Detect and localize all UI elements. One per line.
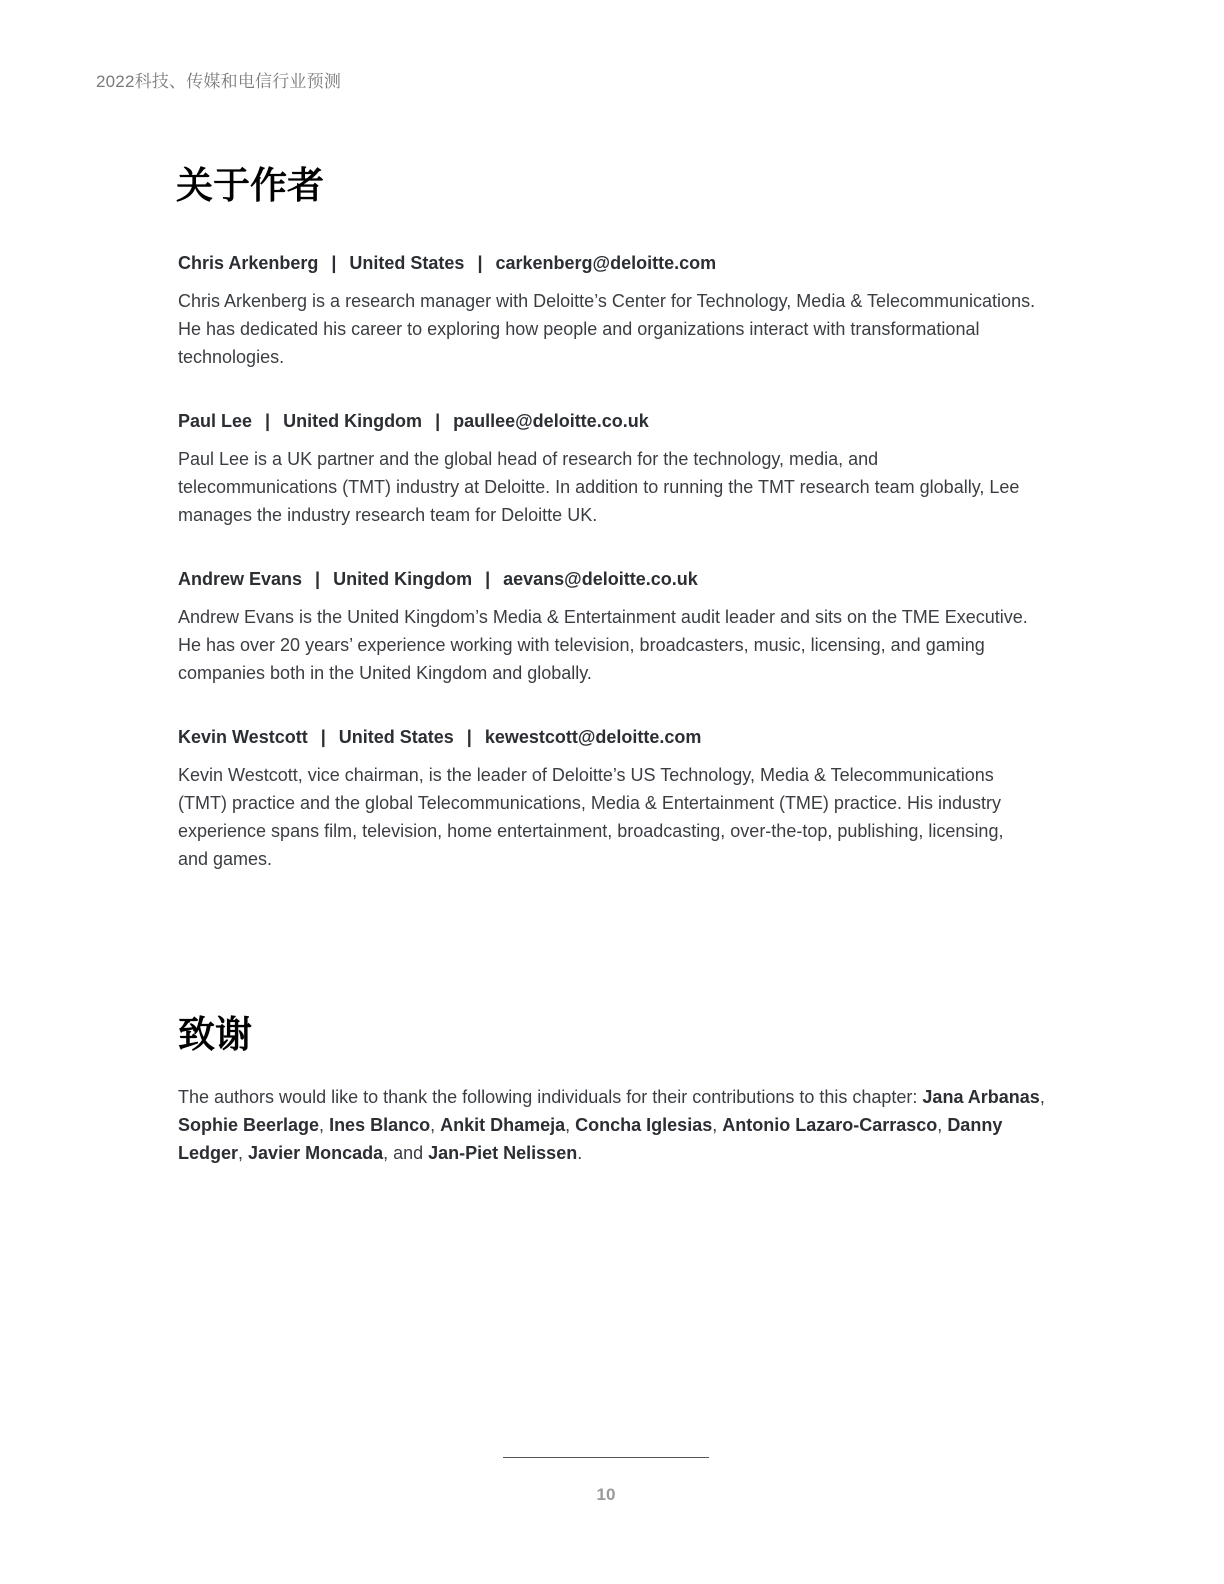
acknowledgments-intro: The authors would like to thank the following individuals for their contributions to this chapter: (178, 1087, 923, 1107)
author-bio: Paul Lee is a UK partner and the global head of research for the technology, media, and telecommunications (TMT) industry at Deloitte. In addition to running the TMT research team globally, Lee manages the industry research team for Deloitte UK. (178, 449, 1020, 525)
author-country: United Kingdom (283, 411, 423, 431)
author-entry (178, 567, 1038, 687)
contributor-name: Ines Blanco (329, 1115, 431, 1135)
comma: , (430, 1115, 441, 1135)
comma: , (565, 1115, 576, 1135)
separator: | (331, 253, 337, 273)
separator: | (435, 411, 441, 431)
contributor-name: Jana Arbanas (922, 1087, 1040, 1107)
separator: | (320, 727, 326, 747)
author-email[interactable]: kewestcott@deloitte.com (484, 727, 702, 747)
author-name: Kevin Westcott (178, 727, 308, 747)
author-heading (178, 567, 1038, 591)
comma: , (319, 1115, 330, 1135)
comma: , (1039, 1087, 1045, 1107)
separator: | (477, 253, 483, 273)
contributor-name: Danny Ledger (178, 1115, 1003, 1163)
author-entry (178, 409, 1038, 529)
author-heading (178, 725, 1038, 749)
acknowledgments-paragraph (178, 1083, 1048, 1167)
contributor-name: Javier Moncada (248, 1143, 384, 1163)
contributor-name: Sophie Beerlage (178, 1115, 320, 1135)
contributor-name: Antonio Lazaro-Carrasco (722, 1115, 938, 1135)
comma: , (238, 1143, 249, 1163)
period: . (577, 1143, 583, 1163)
conjunction: , and (383, 1143, 429, 1163)
comma: , (712, 1115, 723, 1135)
comma: , (937, 1115, 948, 1135)
author-country: United States (349, 253, 465, 273)
author-country: United States (338, 727, 454, 747)
separator: | (315, 569, 321, 589)
author-name: Andrew Evans (178, 569, 303, 589)
author-email[interactable]: carkenberg@deloitte.com (495, 253, 717, 273)
author-name: Chris Arkenberg (178, 253, 319, 273)
contributor-name: Ankit Dhameja (440, 1115, 566, 1135)
author-heading (178, 251, 1038, 275)
page-number: 10 (596, 1485, 616, 1504)
author-bio: Andrew Evans is the United Kingdom’s Media & Entertainment audit leader and sits on the TME Executive. He has over 20 years’ experience working with television, broadcasters, music, licensing, and gaming companies both in the United Kingdom and globally. (178, 607, 1028, 683)
author-entry (178, 725, 1038, 873)
author-country: United Kingdom (333, 569, 473, 589)
acknowledgments-title: 致谢 (178, 1013, 252, 1056)
author-entry (178, 251, 1038, 371)
author-name: Paul Lee (178, 411, 253, 431)
contributor-name: Jan-Piet Nelissen (428, 1143, 578, 1163)
about-authors-title: 关于作者 (176, 164, 324, 207)
author-heading (178, 409, 1038, 433)
contributor-name: Concha Iglesias (575, 1115, 713, 1135)
author-bio: Chris Arkenberg is a research manager with Deloitte’s Center for Technology, Media & Telecommunications. He has dedicated his career to exploring how people and organizations interact with transformational technologies. (178, 291, 1036, 367)
separator: | (466, 727, 472, 747)
separator: | (485, 569, 491, 589)
author-email[interactable]: paullee@deloitte.co.uk (453, 411, 649, 431)
author-email[interactable]: aevans@deloitte.co.uk (503, 569, 698, 589)
footer-divider (503, 1457, 709, 1458)
running-header: 2022科技、传媒和电信行业预测 (96, 72, 342, 91)
separator: | (265, 411, 271, 431)
author-bio: Kevin Westcott, vice chairman, is the leader of Deloitte’s US Technology, Media & Telecommunications (TMT) practice and the global Telecommunications, Media & Entertainment (TME) practice. His industry experience spans film, television, home entertainment, broadcasting, over-the-top, publishing, licensing, and games. (178, 765, 1004, 869)
